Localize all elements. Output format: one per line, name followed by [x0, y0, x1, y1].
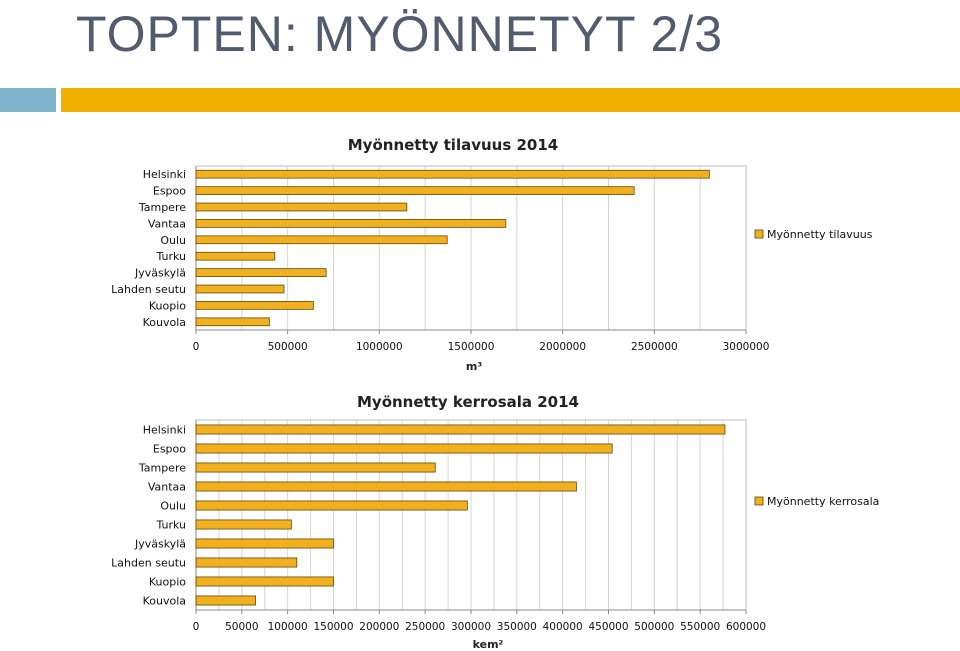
tick-label: 200000 [359, 621, 400, 633]
bar [196, 482, 576, 491]
chart-myonnetty-kerrosala [0, 388, 960, 651]
tick-label: 0 [192, 341, 200, 353]
tick-label: 600000 [725, 621, 767, 633]
category-label: Turku [156, 518, 186, 532]
category-label: Helsinki [142, 423, 186, 437]
tick-label: 500000 [634, 621, 675, 633]
tick-label: 2000000 [539, 341, 587, 353]
tick-label: 1000000 [355, 341, 403, 353]
bar [196, 558, 297, 567]
bar [196, 301, 313, 309]
chart-myonnetty-tilavuus [0, 130, 960, 380]
bar [196, 501, 467, 510]
category-label: Espoo [152, 184, 186, 198]
tick-label: 250000 [405, 621, 446, 633]
axis-unit-label: kem² [472, 638, 504, 651]
tick-label: 100000 [267, 621, 308, 633]
chart-title: Myönnetty tilavuus 2014 [347, 136, 559, 154]
category-label: Helsinki [142, 168, 186, 182]
bar [196, 187, 634, 195]
tick-label: 350000 [496, 621, 537, 633]
chart-title: Myönnetty kerrosala 2014 [356, 393, 580, 411]
category-label: Oulu [160, 233, 186, 247]
category-label: Turku [156, 250, 186, 264]
bar [196, 203, 407, 211]
axis-unit-label: m³ [465, 360, 483, 373]
tick-label: 2500000 [630, 341, 678, 353]
accent-bar-gold [61, 88, 960, 112]
category-label: Lahden seutu [111, 556, 186, 570]
category-label: Tampere [138, 201, 186, 214]
bar [196, 269, 326, 277]
tick-label: 300000 [450, 621, 492, 633]
tick-label: 550000 [680, 621, 721, 633]
bar [196, 577, 334, 586]
slide-title: TOPTEN: MYÖNNETYT 2/3 [76, 6, 724, 62]
bar [196, 425, 725, 434]
category-label: Vantaa [147, 480, 186, 494]
bar [196, 252, 275, 260]
tick-label: 0 [192, 621, 200, 633]
tick-label: 150000 [313, 621, 354, 633]
legend-swatch [755, 497, 763, 505]
bar [196, 539, 334, 548]
bar [196, 318, 269, 326]
tick-label: 500000 [267, 341, 308, 353]
category-label: Oulu [160, 499, 186, 513]
tick-label: 50000 [225, 621, 259, 633]
legend-label: Myönnetty tilavuus [767, 228, 873, 241]
category-label: Jyväskylä [134, 537, 186, 551]
category-label: Kuopio [148, 575, 186, 589]
bar [196, 285, 284, 293]
bar [196, 444, 612, 453]
category-label: Kuopio [148, 299, 186, 313]
bar [196, 463, 435, 472]
category-label: Kouvola [142, 594, 186, 608]
bar [196, 170, 709, 178]
category-label: Espoo [152, 442, 186, 456]
bar [196, 219, 506, 227]
legend-label: Myönnetty kerrosala [767, 495, 880, 508]
tick-label: 450000 [588, 621, 629, 633]
category-label: Kouvola [142, 315, 186, 329]
tick-label: 400000 [542, 621, 583, 633]
category-label: Jyväskylä [134, 266, 186, 280]
bar [196, 596, 256, 605]
category-label: Vantaa [147, 217, 186, 231]
category-label: Lahden seutu [111, 283, 186, 296]
accent-bar-blue [0, 88, 56, 112]
legend-swatch [755, 230, 763, 238]
tick-label: 1500000 [447, 341, 495, 353]
bar [196, 520, 291, 529]
bar [196, 236, 447, 244]
tick-label: 3000000 [722, 341, 770, 353]
category-label: Tampere [138, 461, 186, 475]
